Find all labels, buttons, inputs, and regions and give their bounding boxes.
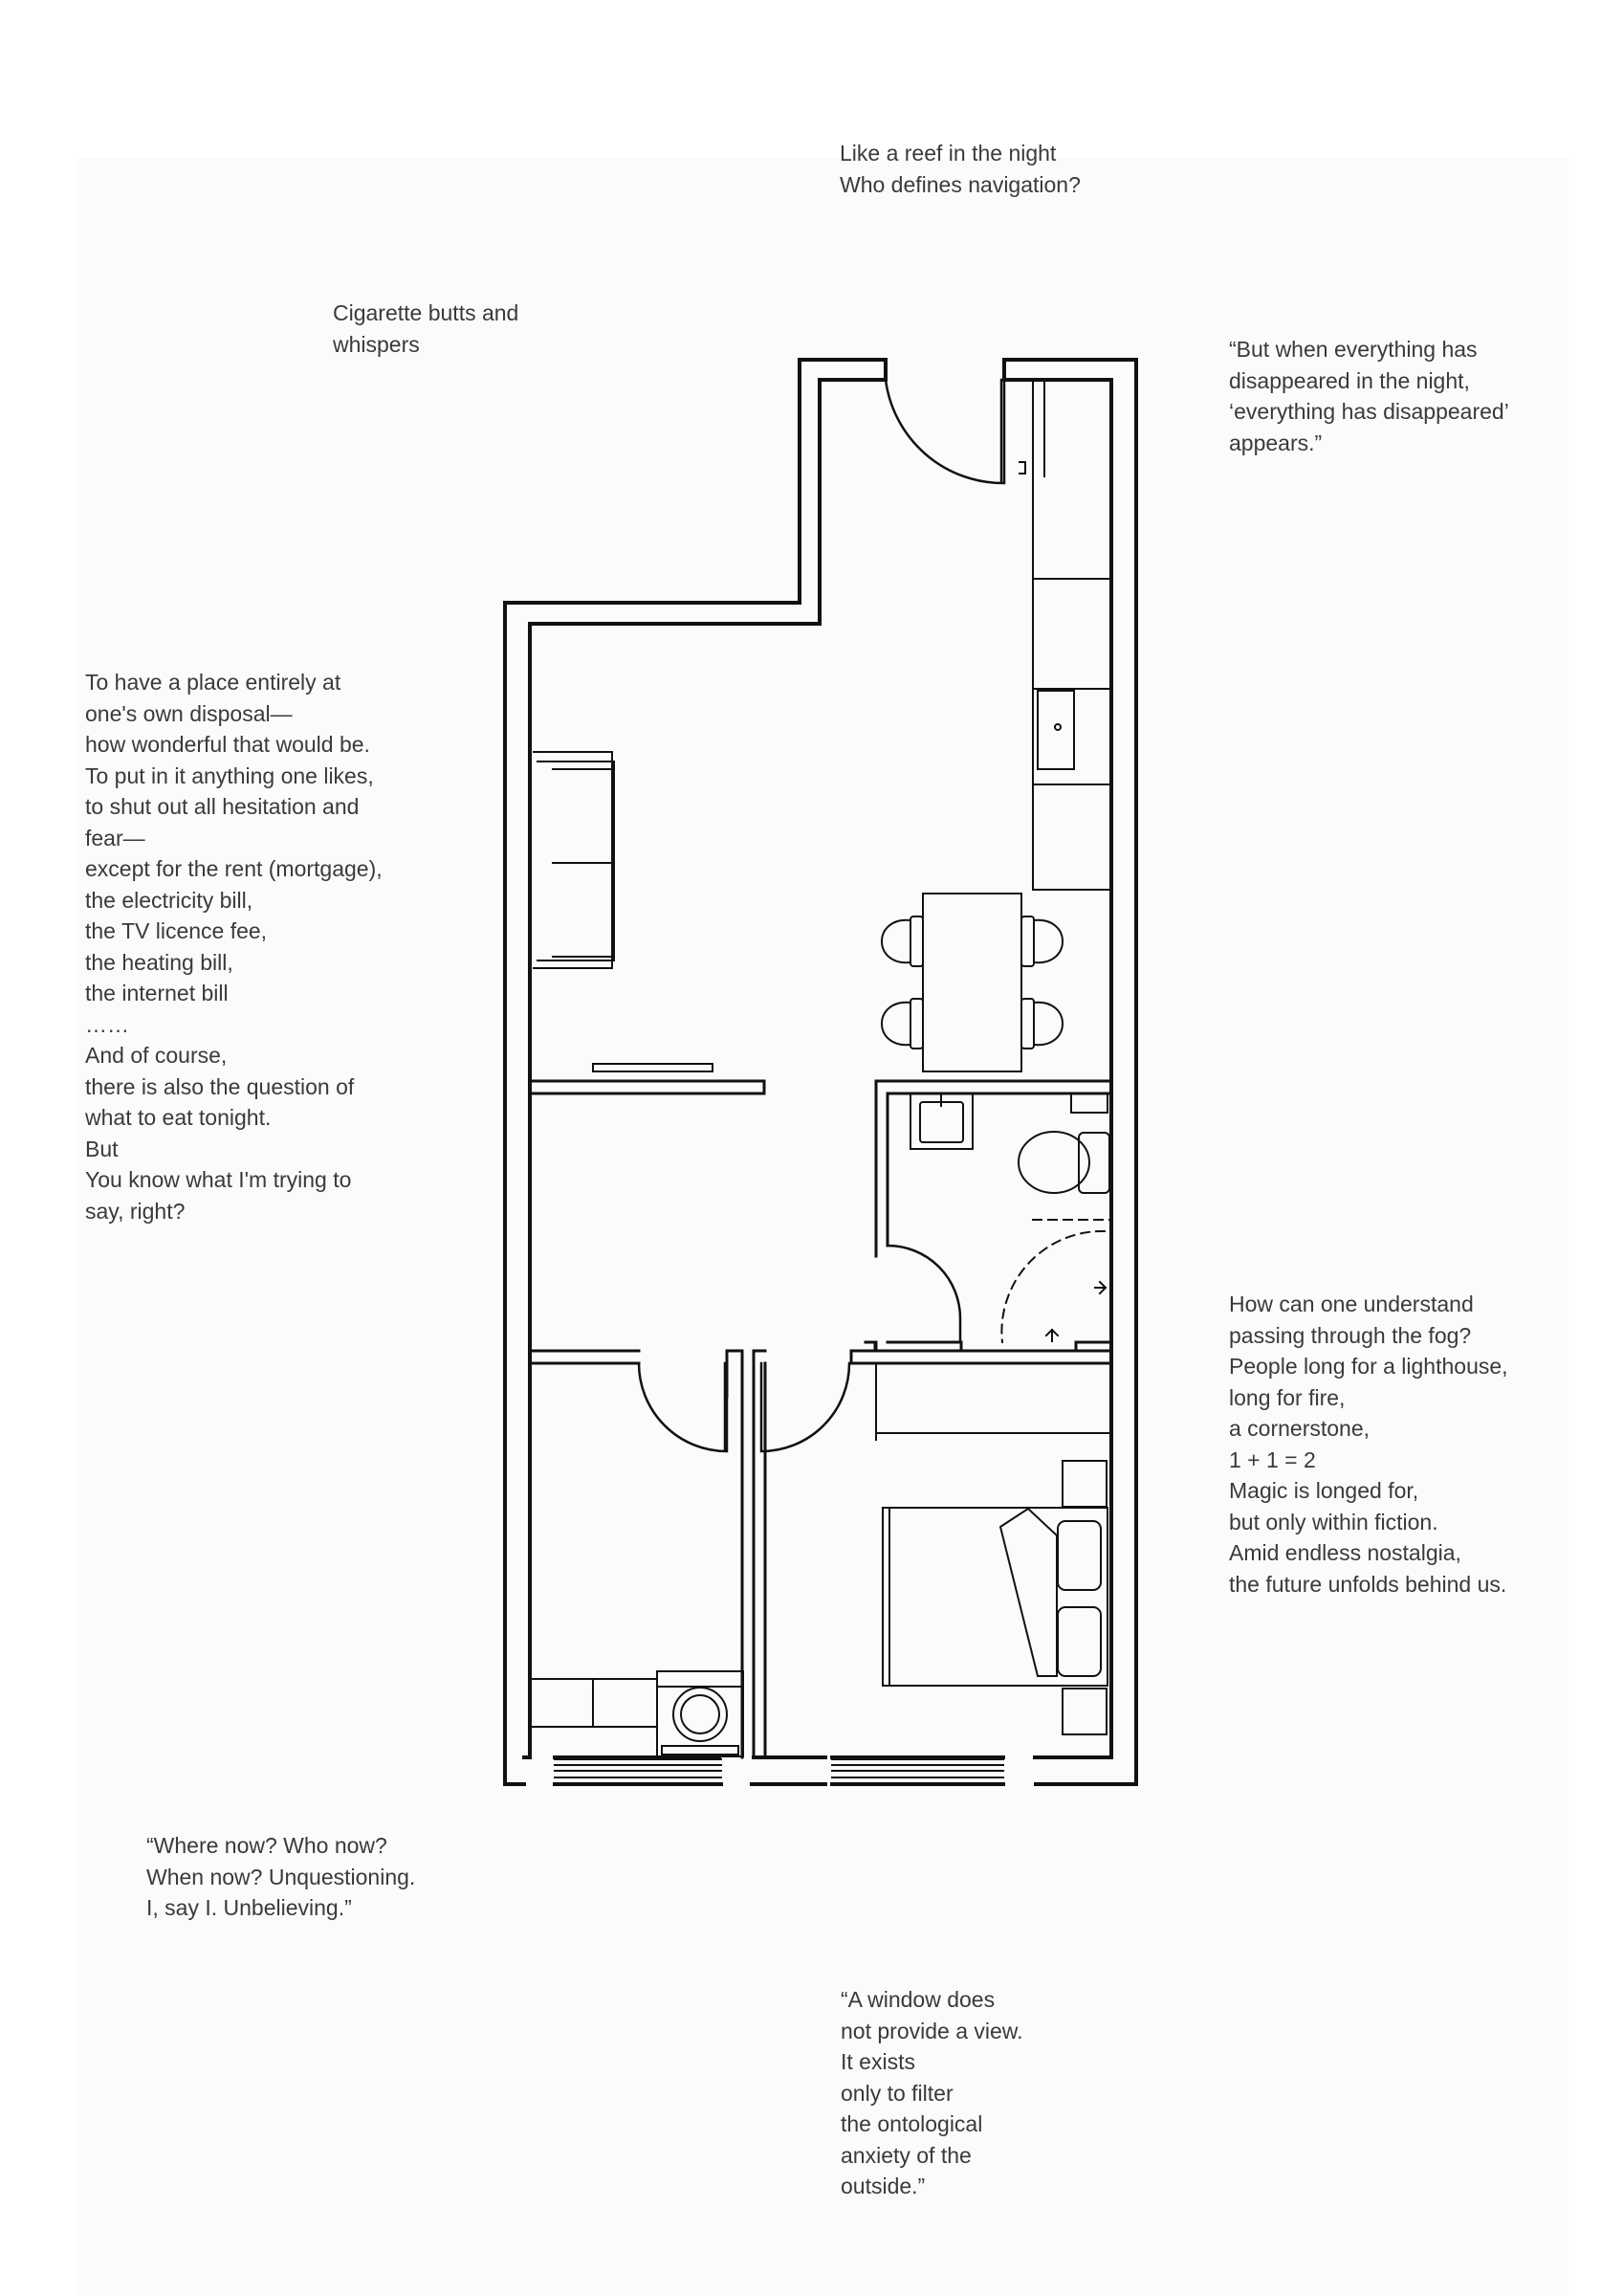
windows bbox=[555, 1064, 1003, 1777]
interior-walls bbox=[530, 1081, 1111, 1757]
kitchen-counter bbox=[1020, 380, 1111, 890]
laundry-fixtures bbox=[530, 1671, 743, 1757]
shower-area bbox=[1001, 1220, 1111, 1342]
note-where: “Where now? Who now? When now? Unquestioning. I, say I. Unbelieving.” bbox=[146, 1833, 416, 1920]
note-place: To have a place entirely at one's own disposal— how wonderful that would be. To put in it anything one likes, to shut out all hesitation and fear— except for the rent (mortgage), the electricity bill, the TV licence fee, the heating bill, the internet bill …… And of course, there is also the question of what to eat tonight. But You know what I'm trying to say, right? bbox=[85, 670, 383, 1224]
note-disappeared: “But when everything has disappeared in the night, ‘everything has disappeared’ appears.” bbox=[1229, 337, 1509, 455]
note-cigarette: Cigarette butts and whispers bbox=[333, 300, 519, 357]
note-reef: Like a reef in the night Who defines navigation? bbox=[840, 141, 1081, 197]
bathroom-fixtures bbox=[910, 1093, 1109, 1193]
note-fog: How can one understand passing through the fog? People long for a lighthouse, long for fire, a cornerstone, 1 + 1 = 2 Magic is longed for, but only within fiction. Amid endless nostalgia, the future unfolds behind us. bbox=[1229, 1292, 1508, 1597]
bedroom-furniture bbox=[876, 1363, 1111, 1734]
dining-table bbox=[882, 894, 1063, 1071]
note-window: “A window does not provide a view. It exists only to filter the ontological anxiety of the outside.” bbox=[841, 1987, 1023, 2198]
sofa bbox=[534, 752, 614, 968]
